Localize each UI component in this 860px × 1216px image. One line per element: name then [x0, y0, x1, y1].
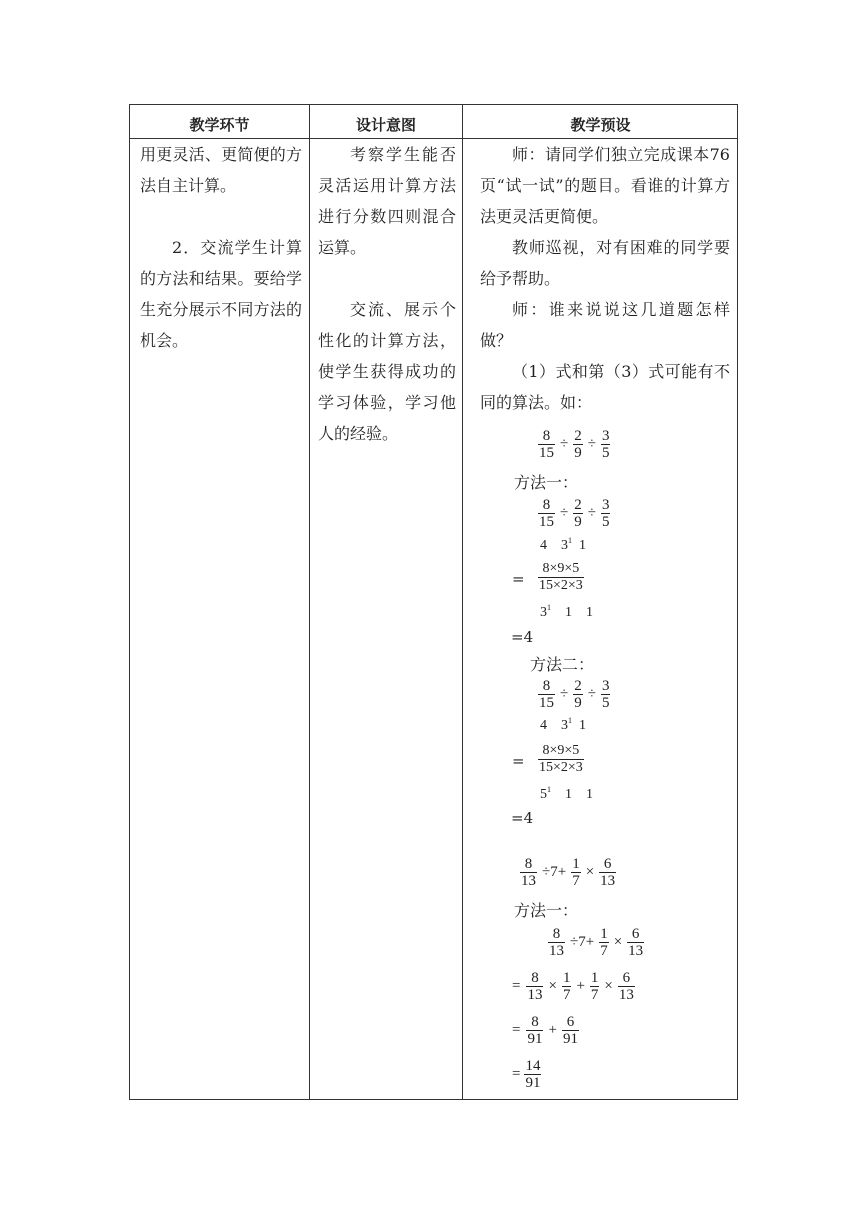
- equals-sign: =: [512, 752, 525, 770]
- plan-text-2: 教师巡视，对有困难的同学要给予帮助。: [480, 238, 730, 288]
- fraction: $\frac{8}{15}$: [539, 428, 554, 461]
- expression-2-repeat: $\frac{8}{13}$ ÷7+ $\frac{1}{7}$ × $\frac{6}{13}$: [549, 926, 644, 959]
- expression-1: $\frac{8}{15}$ ÷ $\frac{2}{9}$ ÷ $\frac{3}{5}$: [539, 428, 610, 461]
- result: =4: [511, 809, 534, 827]
- plan-text-3: 师：谁来说说这几道题怎样做？: [480, 300, 730, 350]
- column-divider: [309, 105, 310, 1099]
- cancel-top-row: 4 $3^1$ 1: [540, 716, 586, 733]
- step-3: = $\frac{14}{91}$: [512, 1058, 541, 1091]
- column-divider: [462, 105, 463, 1099]
- expression-1-repeat: $\frac{8}{15}$ ÷ $\frac{2}{9}$ ÷ $\frac{3}{5}$: [539, 497, 610, 530]
- method-two-label: 方法二：: [530, 655, 595, 674]
- plan-text-4: （1）式和第（3）式可能有不同的算法。如：: [480, 362, 730, 412]
- header-teaching-stage: 教学环节: [189, 116, 250, 134]
- intent-text-2: 交流、展示个性化的计算方法，使学生获得成功的学习体验，学习他人的经验。: [318, 300, 456, 443]
- expression-1-method2: $\frac{8}{15}$ ÷ $\frac{2}{9}$ ÷ $\frac{3}{5}$: [539, 678, 610, 711]
- method-one-label-2: 方法一：: [514, 901, 579, 920]
- cancel-fraction: $\frac{8\times 9\times 5}{15\times 2\times 3}$: [539, 561, 583, 593]
- plan-text-1: 师：请同学们独立完成课本76页“试一试”的题目。看谁的计算方法更灵活更简便。: [480, 145, 730, 226]
- stage-column: [140, 139, 302, 356]
- method-one-label: 方法一：: [514, 473, 579, 492]
- plan-column: [480, 139, 730, 418]
- intent-text-1: 考察学生能否灵活运用计算方法进行分数四则混合运算。: [318, 145, 456, 257]
- cancel-bottom-row: $3^1$ 1 1: [540, 603, 593, 620]
- cancel-top-row: 4 $3^1$ 1: [540, 536, 586, 553]
- result: =4: [511, 628, 534, 646]
- lesson-table: [129, 104, 738, 1100]
- expression-2: $\frac{8}{13}$ ÷7+ $\frac{1}{7}$ × $\frac{6}{13}$: [521, 856, 616, 889]
- stage-text-2: 2．交流学生计算的方法和结果。要给学生充分展示不同方法的机会。: [140, 238, 302, 350]
- cancel-fraction: $\frac{8\times 9\times 5}{15\times 2\times 3}$: [539, 743, 583, 775]
- header-design-intent: 设计意图: [355, 116, 416, 134]
- intent-column: [318, 139, 456, 449]
- stage-text-1: 用更灵活、更简便的方法自主计算。: [140, 145, 302, 195]
- cancel-bottom-row: $5^1$ 1 1: [540, 785, 593, 802]
- step-1: = $\frac{8}{13}$ × $\frac{1}{7}$ + $\frac{1}{7}$ × $\frac{6}{13}$: [512, 970, 634, 1003]
- equals-sign: =: [512, 570, 525, 588]
- step-2: = $\frac{8}{91}$ + $\frac{6}{91}$: [512, 1014, 578, 1047]
- header-teaching-plan: 教学预设: [570, 116, 631, 134]
